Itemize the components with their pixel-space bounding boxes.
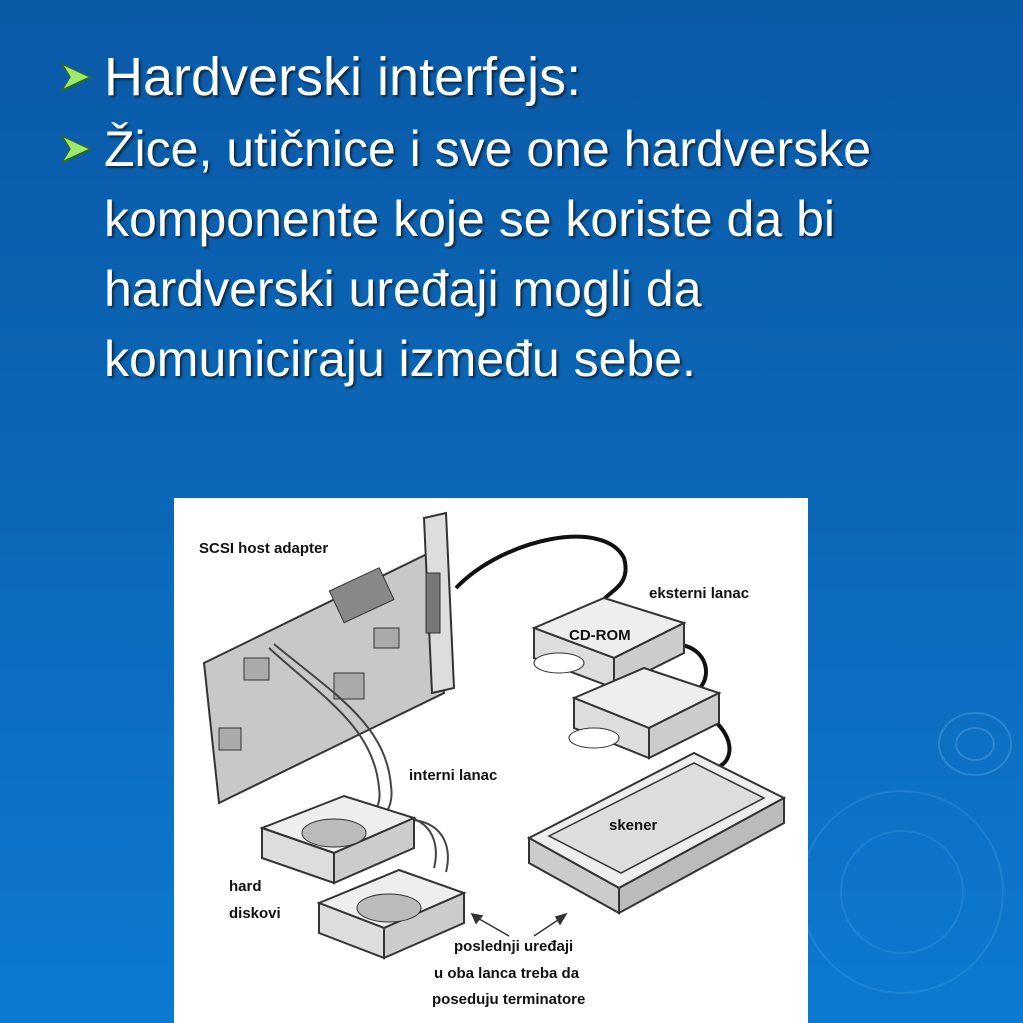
arrow-bullet-icon [60,134,92,164]
bullet-list [60,40,960,394]
bullet-item [60,40,960,114]
arrow-bullet-icon [60,62,92,92]
label-terminator-note: poslednji uređaji [454,938,574,955]
external-cable [456,537,626,608]
external-drive [569,668,719,758]
scsi-diagram-drawing [174,498,808,1023]
label-cdrom: CD-ROM [569,627,631,644]
label-hard-disks: diskovi [229,905,281,922]
ripple-decoration [955,727,995,761]
label-external-chain: eksterni lanac [649,585,750,602]
terminator-pointers [472,914,566,936]
label-terminator-note: poseduju terminatore [432,991,586,1008]
hard-disk-1 [262,796,414,883]
label-scanner: skener [609,817,658,834]
bullet-text: Hardverski interfejs: [104,47,582,107]
label-terminator-note: u oba lanca treba da [434,965,580,982]
bullet-item [60,114,960,394]
label-host-adapter: SCSI host adapter [199,540,329,557]
ripple-decoration [840,830,964,954]
bullet-text: Žice, utičnice i sve one hardverske komponente koje se koriste da bi hardverski uređaji mogli da komuniciraju između sebe. [104,121,872,387]
hard-disk-2 [319,870,464,958]
label-hard-disks: hard [229,878,262,895]
label-internal-chain: interni lanac [409,767,498,784]
scsi-diagram [174,498,808,1023]
